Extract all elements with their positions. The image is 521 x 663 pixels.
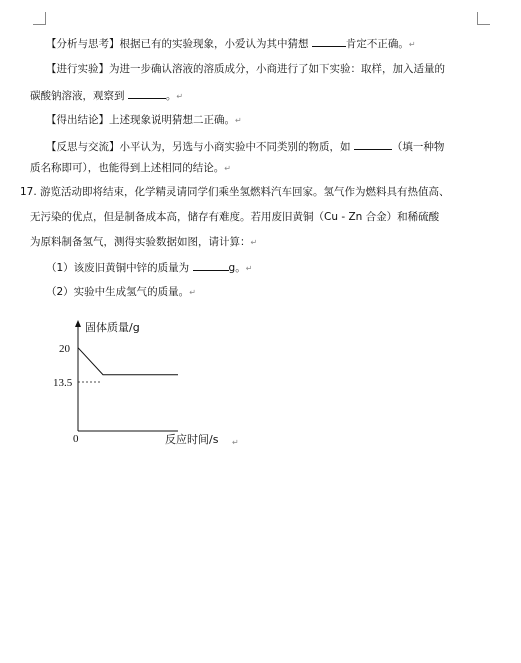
paragraph-mark: ↵: [176, 92, 184, 101]
question-17-line-2: [30, 210, 439, 224]
reflection-text-1: 【反思与交流】小平认为，另选与小商实验中不同类别的物质，如: [46, 141, 354, 153]
paragraph-mark: ↵: [189, 288, 196, 297]
reflection-paragraph-line-2: [30, 161, 231, 176]
origin-tick-label: 0: [73, 433, 79, 445]
paragraph-mark: ↵: [250, 238, 258, 247]
solid-mass-time-graph: [55, 318, 245, 448]
reflection-paragraph-line-1: [46, 139, 444, 154]
series-line: [78, 348, 178, 375]
experiment-paragraph-line-1: [46, 62, 445, 76]
question-17-text-3: 为原料制备氢气，测得实验数据如图，请计算：: [30, 236, 251, 248]
answer-blank-1[interactable]: [312, 36, 346, 47]
sub-question-2: [46, 285, 196, 300]
question-17-line-1: [20, 185, 450, 199]
sub-question-1-unit: g。: [228, 262, 246, 274]
sub-question-1-text: （1）该废旧黄铜中锌的质量为: [46, 262, 193, 274]
reflection-text-1-end: （填一种物: [391, 141, 445, 153]
analysis-paragraph: [46, 36, 416, 52]
conclusion-paragraph: [46, 113, 242, 128]
sub-question-1: [46, 260, 252, 276]
question-17-text-2: 无污染的优点，但是制备成本高，储存有难度。若用废旧黄铜（Cu - Zn 合金）和稀硫酸: [30, 211, 440, 223]
margin-corner-top-right: [477, 12, 490, 25]
answer-blank-2[interactable]: [128, 88, 166, 99]
sub-question-2-text: （2）实验中生成氢气的质量。: [46, 286, 190, 298]
x-axis-label: 反应时间/s: [165, 433, 219, 446]
paragraph-mark: ↵: [224, 164, 231, 173]
y-axis-label: 固体质量/g: [85, 321, 140, 334]
y-tick-label-13-5: 13.5: [53, 377, 73, 389]
paragraph-mark: ↵: [232, 438, 239, 447]
analysis-text-end: 肯定不正确。: [345, 38, 409, 50]
experiment-text-2-end: 。: [165, 90, 177, 102]
experiment-text-2: 碳酸钠溶液，观察到: [30, 90, 128, 102]
paragraph-mark: ↵: [235, 116, 242, 125]
question-17-text-1: 17. 游览活动即将结束，化学精灵请同学们乘坐氢燃料汽车回家。氢气作为燃料具有热值高、: [20, 186, 450, 198]
reflection-text-2: 质名称即可），也能得到上述相同的结论。: [30, 162, 225, 174]
paragraph-mark: ↵: [245, 264, 253, 273]
experiment-paragraph-line-2: [30, 88, 183, 104]
question-17-line-3: [30, 235, 257, 250]
margin-corner-top-left: [33, 12, 46, 25]
analysis-text: 【分析与思考】根据已有的实验现象，小爱认为其中猜想: [46, 38, 312, 50]
y-axis-arrow: [75, 320, 81, 327]
answer-blank-4[interactable]: [193, 260, 229, 271]
paragraph-mark: ↵: [408, 40, 416, 49]
answer-blank-3[interactable]: [354, 139, 392, 150]
conclusion-text: 【得出结论】上述现象说明猜想二正确。: [46, 114, 235, 126]
experiment-text-1: 【进行实验】为进一步确认溶液的溶质成分，小商进行了如下实验：取样，加入适量的: [46, 63, 445, 75]
y-tick-label-20: 20: [59, 343, 70, 355]
